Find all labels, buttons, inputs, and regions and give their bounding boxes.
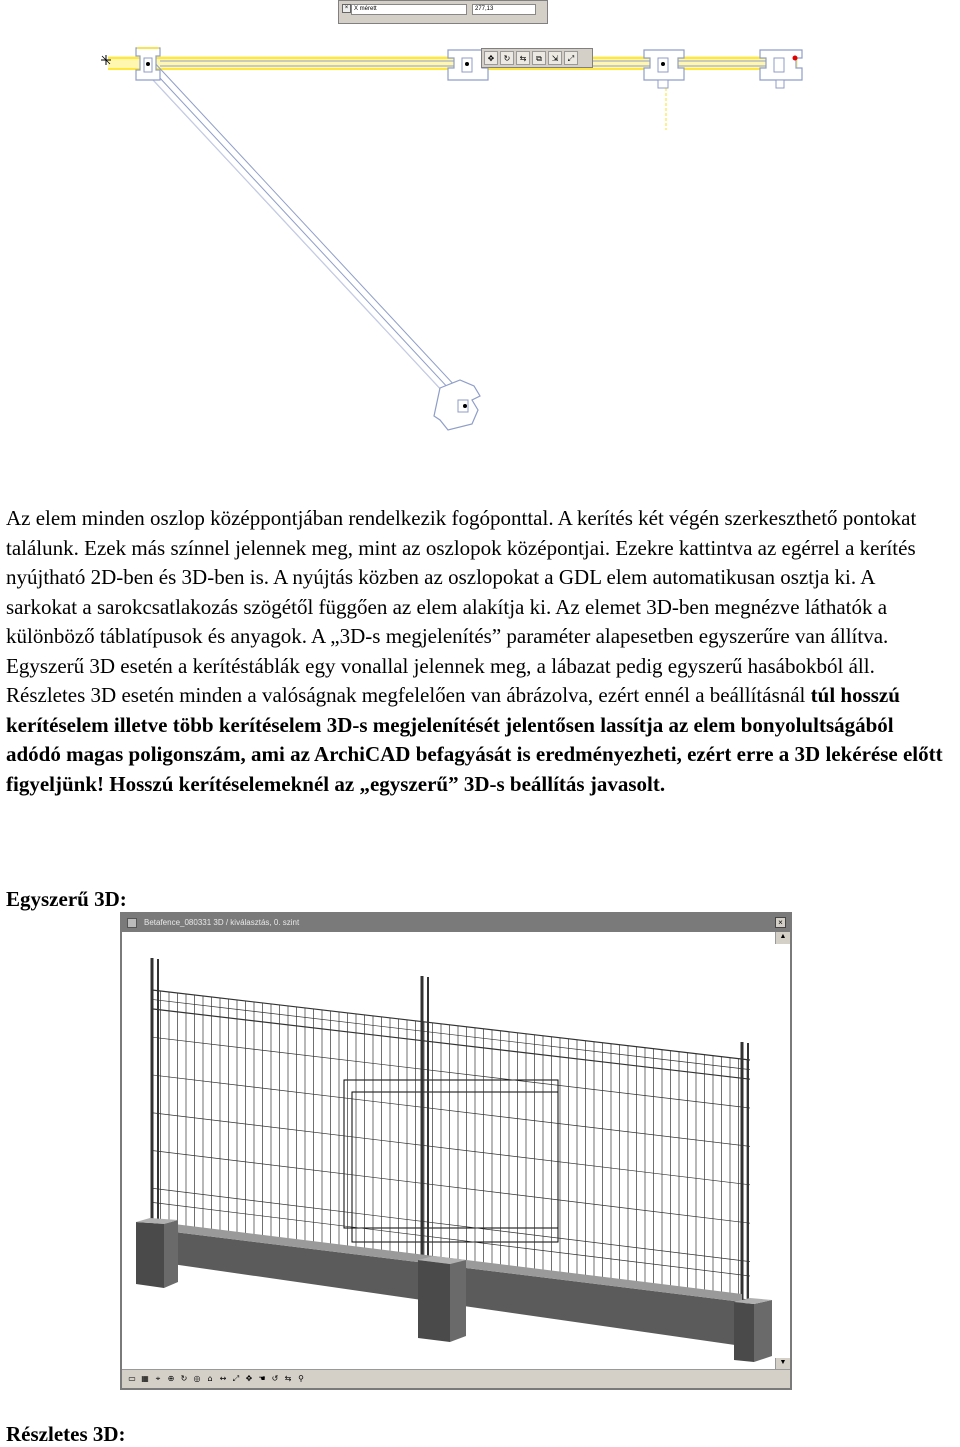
move-icon[interactable]: ✥ <box>484 51 498 65</box>
scroll-down-button[interactable]: ▼ <box>775 1358 790 1370</box>
toolbar-button-icon[interactable]: ⤢ <box>232 1374 240 1383</box>
mirror-icon[interactable]: ⇆ <box>516 51 530 65</box>
toolbar-button-icon[interactable]: ⚲ <box>298 1374 304 1383</box>
post-2 <box>644 50 684 88</box>
pillar-base-3 <box>734 1298 772 1362</box>
scroll-up-button[interactable]: ▲ <box>775 932 790 944</box>
mesh-rail <box>152 1075 750 1146</box>
window-toolbar <box>122 1369 790 1388</box>
close-button[interactable]: × <box>775 917 786 928</box>
mesh-rail <box>152 1150 750 1223</box>
heading-simple-3d: Egyszerű 3D: <box>6 887 127 911</box>
mesh-rail <box>152 990 750 1060</box>
diagonal-fence <box>140 60 470 411</box>
toolbar-button-icon[interactable]: ⌂ <box>207 1374 213 1383</box>
window-title: Betafence_080331 3D / kiválasztás, 0. szint <box>144 918 300 927</box>
paragraph-text: Az elem minden oszlop középpontjában rendelkezik fogóponttal. A kerítés két végén szerkeszthető pontokat találunk. Ezek más színnel jelennek meg, mint az oszlopok középontjai. Ezekre kattintva az egérrel a kerítés nyújtható 2D-ben és 3D-ben is. A nyújtás közben az oszlopokat a GDL elem automatikusan osztja ki. A sarkokat a sarokcsatlakozás szögétől függően az elem alakítja ki. Az elemet 3D-ben megnézve láthatók a különböző táblatípusok és anyagok. A „3D-s megjelenítés” paraméter alapesetben egyszerűre van állítva. Egyszerű 3D esetén a kerítéstáblák egy vonallal jelennek meg, a lábazat pedig egyszerű hasábokból áll. Részletes 3D esetén minden a valóságnak megfelelően van ábrázolva, ezért ennél a beállításnál <box>6 506 917 707</box>
coordinate-input-box[interactable] <box>338 0 548 24</box>
end-post <box>434 380 480 430</box>
mesh-rail <box>152 1113 750 1185</box>
hotspot <box>661 62 665 66</box>
pillar-base-1 <box>136 1218 178 1288</box>
offset-icon[interactable]: ⇲ <box>548 51 562 65</box>
pillar-base-2 <box>418 1256 466 1342</box>
selection-rectangle-inner <box>352 1092 558 1242</box>
paragraph-warning: túl hosszú kerítéselem illetve több kerítéselem 3D-s megjelenítését jelentősen lassítja az elem bonyolultságából adódó magas poligonszám, ami az ArchiCAD befagyását is eredményezheti, ezért erre a 3D lekérése előtt figyeljünk! Hosszú kerítéselemeknél az „egyszerű” 3D-s beállítás javasolt. <box>6 683 943 796</box>
mesh-rail <box>152 1009 750 1079</box>
close-icon[interactable]: × <box>342 4 351 13</box>
toolbar-button-icon[interactable]: ▦ <box>141 1374 149 1383</box>
toolbar-button-icon[interactable]: ☚ <box>258 1374 266 1383</box>
hotspot <box>463 404 467 408</box>
toolbar-button-icon[interactable]: ◎ <box>193 1374 201 1383</box>
coord-value-input[interactable]: 277,13 <box>472 4 536 15</box>
mesh-rail <box>152 1037 750 1108</box>
window-icon <box>127 918 137 928</box>
copy-icon[interactable]: ⧉ <box>532 51 546 65</box>
rotate-icon[interactable]: ↻ <box>500 51 514 65</box>
toolbar-button-icon[interactable]: ⇆ <box>284 1374 292 1383</box>
plan-svg <box>0 0 960 440</box>
toolbar-button-icon[interactable]: ⌖ <box>155 1374 161 1383</box>
coord-label: X mérett <box>351 4 467 15</box>
fence-plan-drawing <box>0 0 960 440</box>
end-hotspot <box>793 56 798 61</box>
3d-window <box>120 912 792 1390</box>
toolbar-button-icon[interactable]: ▭ <box>128 1374 136 1383</box>
toolbar-button-icon[interactable]: ↺ <box>271 1374 279 1383</box>
toolbar-button-icon[interactable]: ✥ <box>245 1374 253 1383</box>
toolbar-button-icon[interactable]: ⊕ <box>167 1374 175 1383</box>
3d-scene <box>122 932 790 1372</box>
pet-palette <box>481 48 593 68</box>
heading-detailed-3d: Részletes 3D: <box>6 1422 126 1446</box>
hotspot <box>465 62 469 66</box>
mesh-rail <box>152 999 750 1069</box>
hotspot <box>146 62 150 66</box>
toolbar-button-icon[interactable]: ↻ <box>180 1374 188 1383</box>
window-titlebar[interactable] <box>122 914 790 932</box>
toolbar-button-icon[interactable]: ↔ <box>219 1374 227 1383</box>
resize-icon[interactable]: ⤢ <box>564 51 578 65</box>
body-paragraph <box>6 504 946 799</box>
